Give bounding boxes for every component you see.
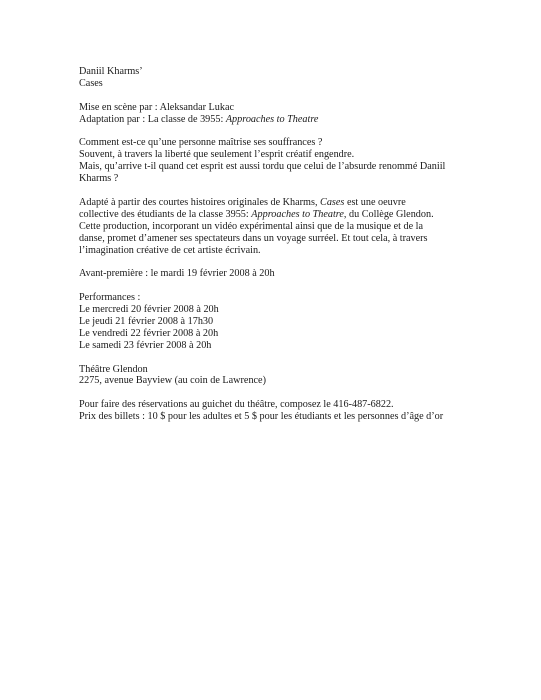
description-text: , du Collège Glendon. — [343, 208, 434, 220]
intro-line-2: Souvent, à travers la liberté que seulement l’esprit créatif engendre. — [79, 149, 355, 161]
adaptation-credit — [79, 114, 519, 126]
description-block — [79, 197, 519, 257]
description-line-2 — [79, 209, 519, 221]
description-text: collective des étudiants de la classe 3955: — [79, 208, 252, 220]
header-block — [79, 66, 519, 90]
description-text: est une oeuvre — [344, 196, 406, 208]
document-page — [79, 66, 519, 435]
performance-date: Le vendredi 22 février 2008 à 20h — [79, 327, 219, 339]
author-name: Daniil Kharms’ — [79, 66, 143, 77]
description-line-1 — [79, 197, 519, 209]
description-text: Adapté à partir des courtes histoires originales de Kharms, — [79, 196, 321, 208]
intro-block — [79, 137, 519, 185]
performance-date: Le samedi 23 février 2008 à 20h — [79, 339, 212, 351]
adaptation-course: Approaches to Theatre — [225, 113, 319, 125]
intro-line-4: Kharms ? — [79, 173, 119, 185]
performance-date: Le jeudi 21 février 2008 à 17h30 — [79, 315, 214, 327]
preview-block — [79, 268, 519, 280]
performance-date: Le mercredi 20 février 2008 à 20h — [79, 304, 219, 316]
intro-line-1: Comment est-ce qu’une personne maîtrise ses souffrances ? — [79, 137, 323, 149]
description-line-4: danse, promet d’amener ses spectateurs dans un voyage surréel. Et tout cela, à travers — [79, 232, 428, 244]
play-title: Cases — [79, 77, 103, 89]
description-course-italic: Approaches to Theatre — [251, 208, 344, 220]
reservation-info: Pour faire des réservations au guichet du théâtre, composez le 416-487-6822. — [79, 399, 394, 411]
description-title-italic: Cases — [320, 196, 345, 208]
venue-address: 2275, avenue Bayview (au coin de Lawrence) — [79, 375, 266, 387]
credits-block — [79, 102, 519, 126]
venue-name: Théâtre Glendon — [79, 363, 148, 375]
director-credit: Mise en scène par : Aleksandar Lukac — [79, 101, 235, 113]
description-line-5: l’imagination créative de cet artiste écrivain. — [79, 244, 261, 256]
performances-block — [79, 292, 519, 352]
preview-date: Avant-première : le mardi 19 février 2008 à 20h — [79, 268, 275, 280]
ticket-prices: Prix des billets : 10 $ pour les adultes et 5 $ pour les étudiants et les personnes d’âge d’or — [79, 411, 444, 423]
intro-line-3: Mais, qu’arrive t-il quand cet esprit est aussi tordu que celui de l’absurde renommé Daniil — [79, 161, 446, 173]
tickets-block — [79, 399, 519, 423]
adaptation-prefix: Adaptation par : La classe de 3955: — [79, 113, 226, 125]
description-line-3: Cette production, incorporant un vidéo expérimental ainsi que de la musique et de la — [79, 220, 424, 232]
venue-block — [79, 364, 519, 388]
performances-heading: Performances : — [79, 292, 141, 304]
